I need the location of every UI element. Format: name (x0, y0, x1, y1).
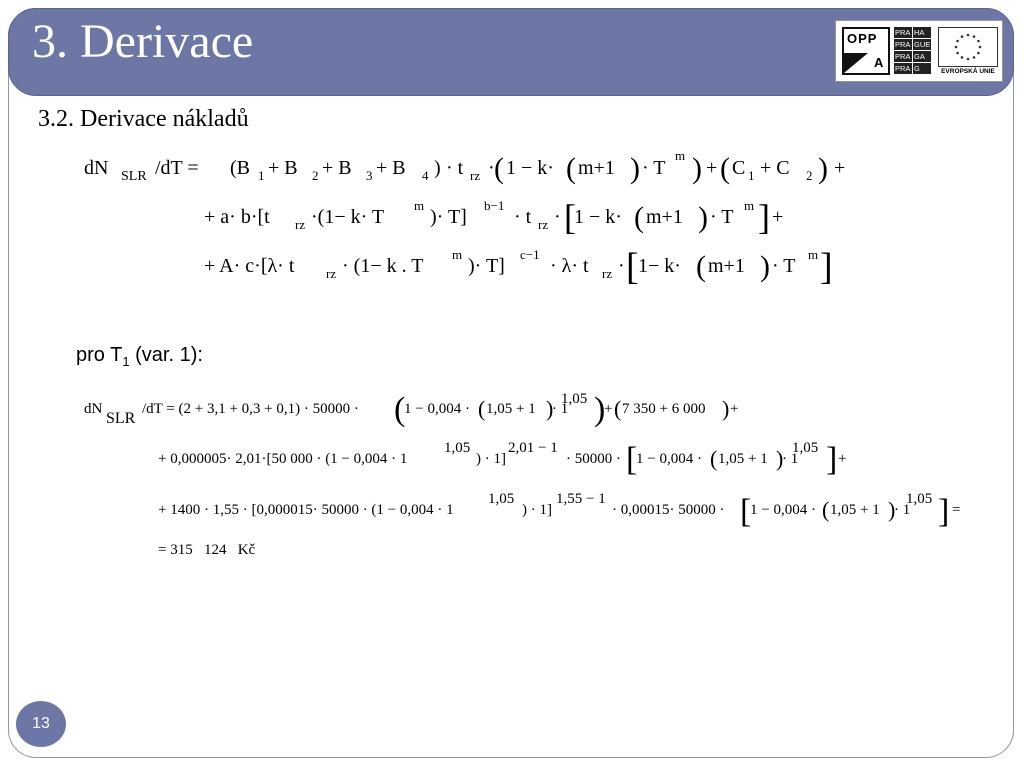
praha-cell: G (913, 63, 931, 74)
praha-cell: PRA (895, 64, 911, 73)
gf-l3-paren-close: ) (760, 250, 770, 283)
gf-l1-p2: + B (322, 157, 352, 179)
gf-l2-mplus1: m+1 (646, 206, 683, 228)
nf-l2-close: ) · 1] (476, 451, 506, 467)
gf-l3-T: · T (772, 255, 796, 277)
gf-l2-T: · T (710, 206, 734, 228)
nf-l3-close: ) · 1] (522, 502, 552, 518)
nf-l1-paren-open: ( (478, 396, 486, 421)
nf-l1-bigparen-open: ( (394, 391, 406, 428)
oppa-logo-top: OPP (847, 31, 878, 46)
nf-l3-exp1: 1,05 (488, 491, 515, 507)
gf-l2-bracket-close: ] (758, 197, 770, 237)
eu-label: EVROPSKÁ UNIE (941, 68, 995, 75)
gf-l2-close: )· T] (430, 206, 467, 228)
page-number-badge: 13 (16, 701, 66, 747)
nf-l2-bracket-open: [ (626, 441, 638, 478)
gf-l1-plusC2: + C (760, 157, 790, 179)
gf-l1-close: ) (434, 157, 441, 179)
variant-label-rest: (var. 1): (129, 344, 203, 366)
gf-l2-paren-open: ( (634, 201, 644, 234)
praha-cell: HA (913, 27, 931, 38)
gf-l1-p3: + B (376, 157, 406, 179)
praha-cell: PRA (895, 28, 911, 37)
nf-l3-paren-open: ( (822, 497, 830, 522)
praha-cell: PRA (895, 52, 911, 61)
gf-l1-b4: 4 (422, 168, 429, 183)
nf-l3-bracket-close: ] (938, 493, 950, 530)
praha-cell: GA (913, 51, 931, 62)
nf-l1-pow-base: · 1 (552, 401, 569, 417)
praha-cell: GUE (914, 40, 931, 49)
gf-l1-paren2-open: ( (566, 152, 576, 185)
gf-l1-rest: /dT = (155, 157, 199, 179)
nf-l2-paren-val: 1,05 + 1 (718, 451, 768, 467)
nf-l1-paren2-open: ( (614, 396, 622, 421)
gf-l1-b3: 3 (366, 168, 373, 183)
nf-l2-inner: 1 − 0,004 · (636, 451, 702, 467)
nf-l1-bigparen-close: ) (594, 391, 606, 428)
gf-l3-bracket-open: [ (626, 246, 639, 288)
gf-l1-cparen-close: ) (818, 152, 828, 185)
gf-l1-bigparen-open: ( (494, 152, 504, 185)
nf-l1-paren-val: 1,05 + 1 (486, 401, 536, 417)
gf-l3-dot: · (618, 255, 625, 277)
oppa-logo-bottom: A (874, 55, 884, 70)
gf-l3-inner: 1− k· (638, 255, 681, 277)
nf-l3-paren-close: ) (888, 497, 896, 522)
nf-l1-paren-close: ) (546, 396, 554, 421)
gf-l2-expb: b−1 (484, 198, 505, 213)
gf-l1-c1sub: 1 (748, 168, 755, 183)
gf-l1-c2sub: 2 (806, 168, 813, 183)
gf-l1-inner: 1 − k· (506, 157, 554, 179)
nf-l3-paren-val: 1,05 + 1 (830, 502, 880, 518)
gf-l2-dot: · (554, 206, 561, 228)
nf-l3-lead: + 1400 · 1,55 · [0,000015· 50000 · (1 − 0,004 · 1 (158, 502, 454, 518)
gf-l2-tail: + (772, 206, 784, 228)
gf-l1-cparen-open: ( (720, 152, 730, 185)
gf-l1-sub: SLR (121, 169, 147, 184)
nf-l2-exp3: 1,05 (792, 440, 819, 456)
nf-l1-inner: 1 − 0,004 · (404, 401, 470, 417)
gf-l3-mid: · (1− k . T (342, 255, 424, 277)
gf-l2-lead: + a· b·[t (204, 206, 270, 228)
gf-l2-mid: ·(1− k· T (311, 206, 385, 228)
gf-l1-tail: + (834, 157, 846, 179)
nf-l3-pow-base: · 1 (894, 502, 911, 518)
gf-l1-bigparen-close: ) (692, 152, 702, 185)
gf-l2-paren-close: ) (698, 201, 708, 234)
gf-l3-exp2: m (808, 247, 819, 262)
gf-l2-sub2: rz (538, 217, 549, 232)
gf-l3-sub2: rz (602, 266, 613, 281)
gf-l2-exp2: m (744, 198, 755, 213)
gf-l1-b2: 2 (312, 168, 319, 183)
gf-l2-sub: rz (295, 217, 306, 232)
gf-l1-C1: C (732, 157, 746, 179)
gf-l3-exp: m (452, 247, 463, 262)
nf-l2-t2: · 50000 · (566, 451, 621, 467)
nf-l3-bracket-open: [ (740, 493, 752, 530)
gf-l3-mplus1: m+1 (708, 255, 745, 277)
nf-result: = 315 124 Kč (158, 542, 256, 558)
variant-label (76, 344, 203, 369)
gf-l1-plusC: + (706, 157, 718, 179)
nf-l2-bracket-close: ] (826, 441, 838, 478)
section-subtitle: 3.2. Derivace nákladů (38, 106, 249, 132)
nf-l3-exp2: 1,55 − 1 (556, 491, 606, 507)
gf-l3-bracket-close: ] (820, 246, 833, 288)
variant-label-sub: 1 (122, 354, 130, 369)
nf-l2-exp1: 1,05 (444, 440, 471, 456)
nf-l3-exp3: 1,05 (906, 491, 933, 507)
variant-label-text: pro T (76, 344, 123, 366)
nf-l2-paren-close: ) (776, 446, 784, 471)
gf-l3-close: )· T] (468, 255, 505, 277)
nf-l1-exp: 1,05 (561, 391, 588, 407)
gf-l1-p1: + B (268, 157, 298, 179)
gf-l3-expc: c−1 (520, 247, 540, 262)
nf-l1-dN: dN (84, 401, 103, 417)
gf-l1-exp: m (675, 148, 686, 163)
gf-l2-t2: · t (514, 206, 532, 228)
nf-l2-paren-open: ( (710, 446, 718, 471)
gf-l3-paren-open: ( (696, 250, 706, 283)
nf-l3-tail: = (952, 502, 961, 518)
nf-l1-mid: + (604, 401, 613, 417)
nf-l1-paren2: 7 350 + 6 000 (622, 401, 706, 417)
gf-l1-g1: (B (230, 157, 250, 179)
gf-l1-mplus1: m+1 (578, 157, 615, 179)
gf-l3-lead: + A· c·[λ· t (204, 255, 295, 277)
nf-l3-t2: · 0,00015· 50000 · (612, 502, 725, 518)
gf-l3-t2: · λ· t (550, 255, 589, 277)
nf-l1-sub: SLR (106, 410, 136, 427)
gf-l1-paren2-close: ) (630, 152, 640, 185)
gf-l1-dot: · (488, 157, 495, 179)
nf-l3-inner: 1 − 0,004 · (750, 502, 816, 518)
praha-cell: PRA (895, 40, 911, 49)
gf-l1-T: · T (642, 157, 666, 179)
gf-l2-exp: m (414, 198, 425, 213)
gf-l3-sub: rz (326, 266, 337, 281)
nf-l2-exp2: 2,01 − 1 (508, 440, 558, 456)
nf-l2-lead: + 0,000005· 2,01·[50 000 · (1 − 0,004 · 1 (158, 451, 408, 467)
nf-l2-tail: + (838, 451, 847, 467)
gf-l1-b1: 1 (258, 168, 265, 183)
gf-l1-t: · t (446, 157, 464, 179)
nf-l1-rest: /dT = (2 + 3,1 + 0,3 + 0,1) · 50000 · (142, 401, 359, 417)
nf-l1-tail: + (730, 401, 739, 417)
gf-l1-tsub: rz (470, 168, 481, 183)
gf-l2-bracket-open: [ (564, 197, 576, 237)
slide-title: 3. Derivace (32, 15, 254, 68)
nf-l1-paren2-close: ) (722, 396, 730, 421)
gf-l2-inner: 1 − k· (574, 206, 622, 228)
gf-l1-dN: dN (84, 157, 109, 179)
nf-l2-pow-base: · 1 (782, 451, 799, 467)
